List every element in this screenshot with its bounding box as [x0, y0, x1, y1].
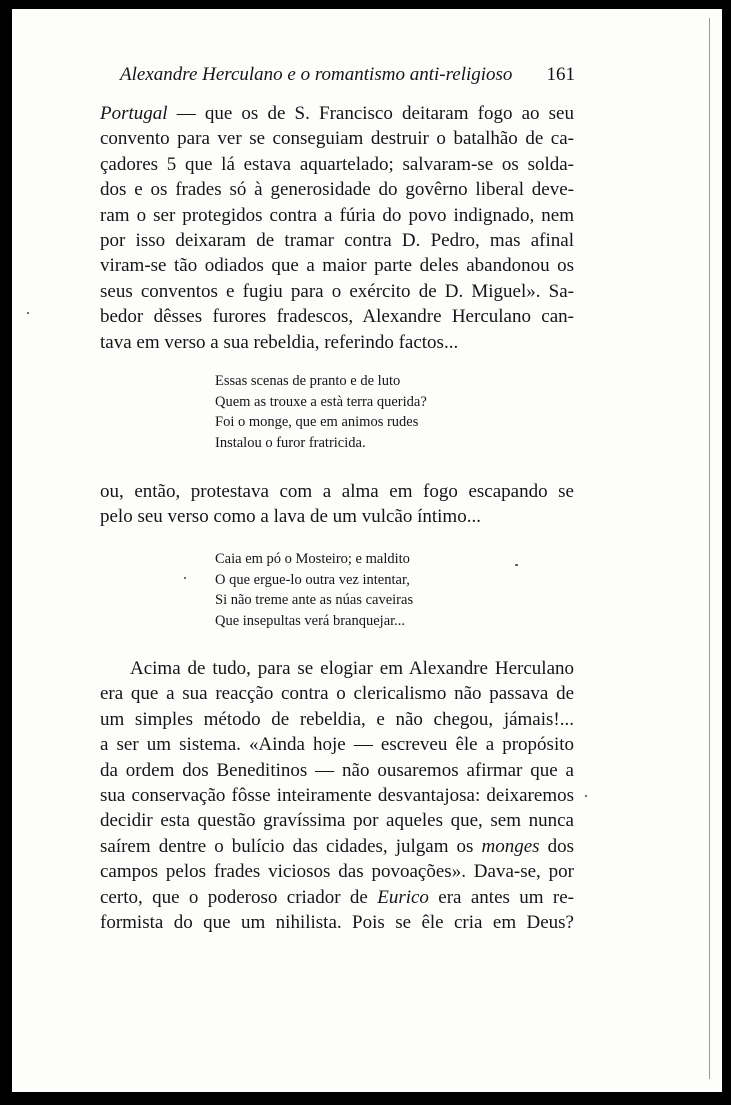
paragraph-3 [100, 656, 574, 935]
text-line [100, 834, 574, 859]
text-line: bedor dêsses furores fradescos, Alexandre Herculano can- [100, 306, 574, 328]
scan-speck [27, 312, 29, 314]
verse-line: Si não treme ante as núas caveiras [215, 592, 414, 609]
scan-speck [585, 795, 587, 797]
text-line: a ser um sistema. «Ainda hoje — escreveu êle a propósito [100, 734, 574, 756]
text-line: formista do que um nihilista. Pois se êle cria em Deus? [100, 911, 574, 933]
line-text: dos [539, 835, 574, 857]
text-line: campos pelos frades viciosos das povoações». Dava-se, por [100, 861, 574, 883]
text-line: decidir esta questão gravíssima por aqueles que, sem nunca [100, 810, 574, 832]
text-line: por isso deixaram de tramar contra D. Pedro, mas afinal [100, 229, 574, 251]
verse-line: Instalou o furor fratricida. [215, 435, 366, 452]
verse-line: O que ergue-lo outra vez intentar, [215, 571, 410, 588]
verse-line: Quem as trouxe a està terra querida? [215, 393, 427, 410]
running-head [120, 62, 575, 88]
verse-line: Foi o monge, que em animos rudes [215, 414, 419, 431]
text-line: convento para ver se conseguiam destruir o batalhão de ca- [100, 128, 574, 150]
italic-word: Portugal [100, 103, 168, 124]
running-title: Alexandre Herculano e o romantismo anti-religioso [120, 64, 513, 85]
paragraph-2 [100, 479, 574, 530]
page-number: 161 [546, 64, 575, 85]
line-text: certo, que o poderoso criador de [100, 886, 378, 908]
text-line [100, 101, 574, 126]
verse-line: Caia em pó o Mosteiro; e maldito [215, 551, 410, 567]
text-line: sua conservação fôsse inteiramente desvantajosa: deixaremos [100, 784, 574, 806]
line-text: era antes um re- [428, 886, 574, 908]
text-line [100, 885, 574, 910]
scan-speck [184, 577, 186, 579]
text-line: seus conventos e fugiu para o exército de D. Miguel». Sa- [100, 280, 574, 302]
text-line: da ordem dos Beneditinos — não ousaremos afirmar que a [100, 759, 574, 781]
italic-word: Eurico [377, 886, 429, 908]
italic-word: monges [481, 835, 540, 857]
text-line: Acima de tudo, para se elogiar em Alexandre Herculano [130, 658, 574, 679]
text-line: ou, então, protestava com a alma em fogo escapando se [100, 481, 574, 502]
verse-stanza-2 [215, 549, 505, 632]
page-edge-rule [709, 18, 710, 1079]
line-text: — que os de S. Francisco deitaram fogo ao seu [167, 103, 574, 124]
text-line: era que a sua reacção contra o clericalismo não passava de [100, 683, 574, 705]
verse-line: Essas scenas de pranto e de luto [215, 373, 401, 389]
verse-stanza-1 [215, 371, 505, 454]
text-line: ram o ser protegidos contra a fúria do povo indignado, nem [100, 204, 574, 226]
text-line: dos e os frades só à generosidade do govêrno liberal deve- [100, 179, 574, 201]
text-line: tava em verso a sua rebeldia, referindo factos... [100, 331, 459, 353]
text-line: viram-se tão odiados que a maior parte deles abandonou os [100, 255, 574, 277]
text-line: pelo seu verso como a lava de um vulcão íntimo... [100, 506, 481, 528]
verse-line: Que insepultas verá branquejar... [215, 613, 406, 630]
text-line: çadores 5 que lá estava aquartelado; salvaram-se os solda- [100, 153, 574, 175]
scan-speck [515, 564, 518, 566]
text-line: um simples método de rebeldia, e não chegou, jámais!... [100, 708, 574, 730]
line-text: saírem dentre o bulício das cidades, julgam os [100, 835, 482, 857]
paragraph-1 [100, 101, 574, 355]
